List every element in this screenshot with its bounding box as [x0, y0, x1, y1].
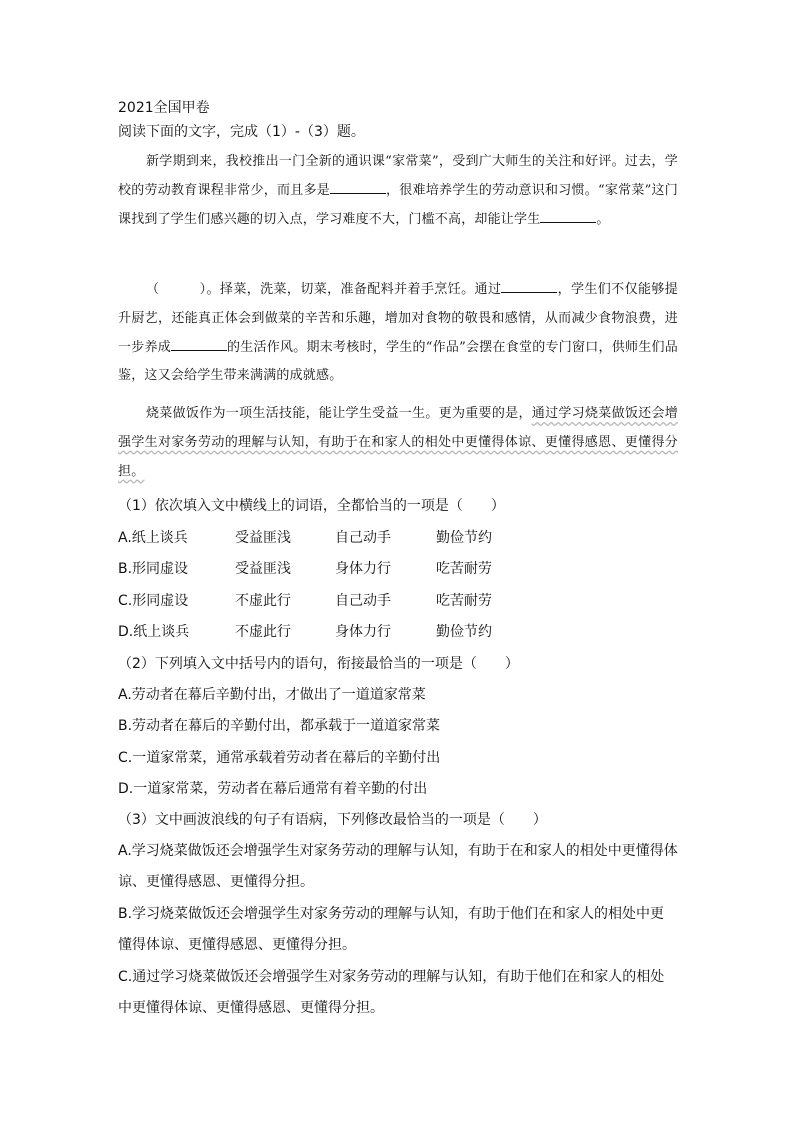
passage-paragraph-2: [118, 276, 678, 391]
passage-text: ，学生们不仅能够提升厨艺，还能真正体会到做菜的辛苦和乐趣，增加对食物的敬畏和感情，从而减少食物浪费，进一步养成: [118, 282, 678, 355]
option-word: 身体力行: [335, 561, 391, 577]
option-word: 受益匪浅: [235, 530, 291, 546]
option-word: 不虚此行: [235, 593, 291, 609]
option-word: 自己动手: [335, 593, 391, 609]
question-2-option-c[interactable]: C.一道家常菜，通常承载着劳动者在幕后的辛勤付出: [118, 750, 441, 766]
question-1-stem: （1）依次填入文中横线上的词语，全都恰当的一项是（ ）: [118, 498, 505, 514]
option-word: 受益匪浅: [235, 561, 291, 577]
passage-paragraph-1: [118, 148, 678, 234]
question-2-option-a[interactable]: A.劳动者在幕后辛勤付出，才做出了一道道家常菜: [118, 687, 426, 703]
passage-text: （ ）。择菜，洗菜，切菜，准备配料并着手烹饪。通过: [146, 282, 502, 297]
passage-text: 的生活作风。期末考核时，学生的“作品”会摆在食堂的专门窗口，供师生们品鉴，这又会给学生带来满满的成就感。: [118, 339, 678, 384]
option-word: 不虚此行: [235, 624, 291, 640]
fill-blank-3: [501, 278, 557, 293]
wavy-underlined-sentence: 通过学习烧菜做饭还会增强学生对家务劳动的理解与认知，有助于在和家人的相处中更懂得体谅、更懂得感恩、更懂得分担。: [118, 406, 678, 479]
passage-text: 新学期到来，我校推出一门全新的通识课“家常菜”，受到广大师生的关注和好评。过去，学校的劳动教育课程非常少，而且多是: [118, 154, 678, 198]
question-3-option-b[interactable]: B.学习烧菜做饭还会增强学生对家务劳动的理解与认知，有助于他们在和家人的相处中更懂得体谅、更懂得感恩、更懂得分担。: [118, 906, 665, 953]
option-word: 吃苦耐劳: [436, 593, 492, 609]
passage-text: ，很难培养学生的劳动意识和习惯。“家常菜”这门课找到了学生们感兴趣的切入点，学习难度不大，门槛不高，却能让学生: [118, 182, 678, 227]
option-word: 吃苦耐劳: [436, 561, 492, 577]
option-label: D.纸上谈兵: [118, 624, 190, 640]
question-2-option-b[interactable]: B.劳动者在幕后的辛勤付出，都承载于一道道家常菜: [118, 718, 441, 734]
option-label: A.纸上谈兵: [118, 530, 188, 546]
option-word: 勤俭节约: [436, 530, 492, 546]
option-label: B.形同虚设: [118, 561, 189, 577]
passage-text: 。: [596, 211, 610, 227]
question-3-option-c[interactable]: C.通过学习烧菜做饭还会增强学生对家务劳动的理解与认知，有助于他们在和家人的相处中更懂得体谅、更懂得感恩、更懂得分担。: [118, 969, 665, 1016]
fill-blank-4: [171, 336, 227, 351]
option-word: 身体力行: [335, 624, 391, 640]
passage-paragraph-3: [118, 400, 678, 486]
exam-header: 2021全国甲卷: [118, 100, 210, 116]
option-label: C.形同虚设: [118, 593, 189, 609]
passage-text: 烧菜做饭作为一项生活技能，能让学生受益一生。更为重要的是，: [146, 406, 532, 421]
option-word: 勤俭节约: [436, 624, 492, 640]
question-2-stem: （2）下列填入文中括号内的语句，衔接最恰当的一项是（ ）: [118, 656, 519, 672]
reading-instruction: 阅读下面的文字，完成（1）-（3）题。: [118, 124, 365, 140]
question-2-option-d[interactable]: D.一道家常菜，劳动者在幕后通常有着辛勤的付出: [118, 781, 428, 797]
question-3-option-a[interactable]: A.学习烧菜做饭还会增强学生对家务劳动的理解与认知，有助于在和家人的相处中更懂得体谅、更懂得感恩、更懂得分担。: [118, 843, 678, 890]
fill-blank-2: [540, 208, 596, 223]
fill-blank-1: [330, 179, 386, 194]
question-3-stem: （3）文中画波浪线的句子有语病，下列修改最恰当的一项是（ ）: [118, 812, 547, 828]
option-word: 自己动手: [335, 530, 391, 546]
